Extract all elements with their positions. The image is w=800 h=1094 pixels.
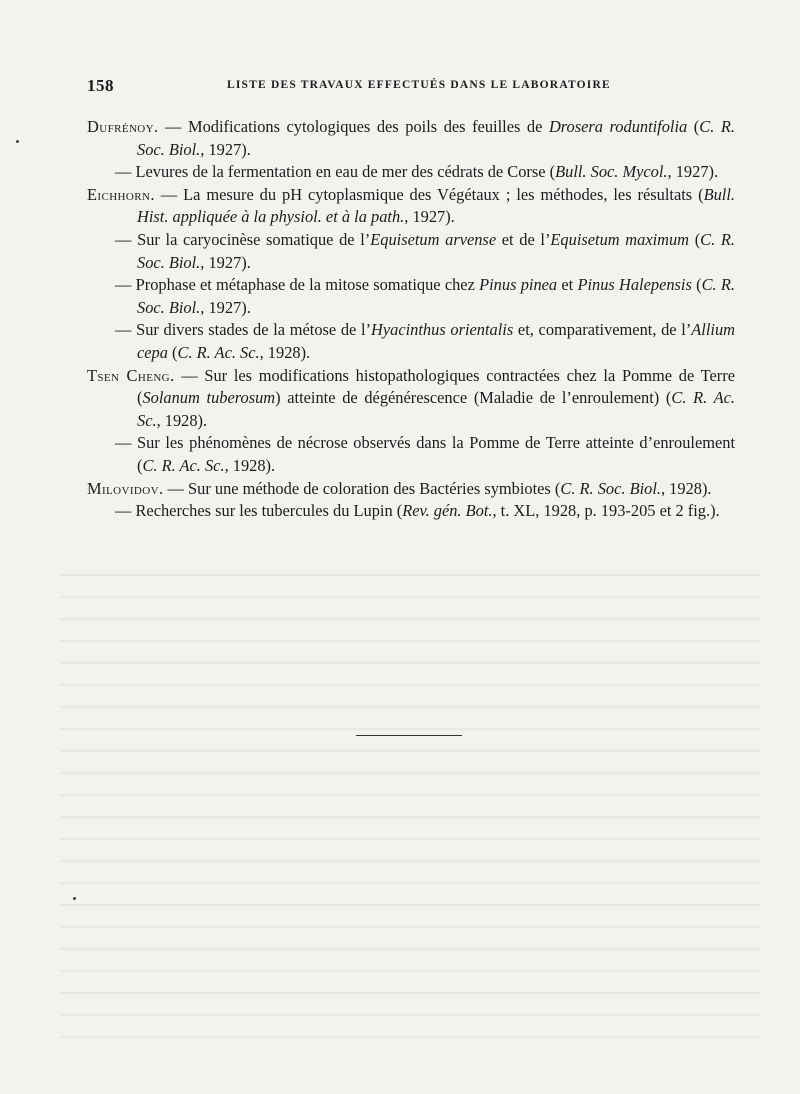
entry-text: ) atteinte de dégénérescence (Maladie de l’enroulement) ( — [275, 388, 672, 408]
entry-text: et — [557, 275, 578, 295]
journal-name: C. R. Soc. Biol. — [560, 478, 661, 498]
species-name: Hyacinthus orientalis — [371, 320, 514, 340]
entry-text: , 1927). — [200, 252, 251, 272]
print-speck — [16, 140, 19, 143]
entry-text: Sur la caryocinèse somatique de l’ — [137, 229, 371, 249]
species-name: Equisetum maximum — [550, 229, 690, 249]
entry-text: Levures de la fermentation en eau de mer des cédrats de Corse ( — [135, 162, 556, 182]
entry-tsen-cheng-1 — [87, 365, 735, 433]
journal-name: C. R. Soc. Biol. — [137, 275, 735, 317]
entry-text: Modifications cytologiques des poils des feuilles de — [188, 117, 549, 136]
entry-text: , 1928). — [156, 410, 208, 430]
entry-text: ( — [687, 117, 700, 136]
entry-text: , t. XL, 1928, p. 193-205 et 2 fig.). — [492, 501, 720, 521]
species-name: Pinus pinea — [479, 275, 558, 295]
dash: — — [115, 229, 138, 249]
entry-dufrenoy-2 — [87, 161, 735, 184]
page-header — [87, 76, 737, 98]
entry-text: , 1927). — [667, 162, 719, 182]
species-name: Allium cepa — [137, 320, 736, 362]
entry-eichhorn-2 — [87, 229, 735, 274]
entry-eichhorn-3 — [87, 274, 735, 319]
entry-text: et, comparativement, de l’ — [513, 320, 692, 340]
running-head: LISTE DES TRAVAUX EFFECTUÉS DANS LE LABORATOIRE — [227, 79, 611, 91]
entry-tsen-cheng-2 — [87, 432, 735, 477]
entry-text: Prophase et métaphase de la mitose somatique chez — [135, 275, 480, 295]
author-name: Dufrénoy. — [87, 117, 159, 136]
entry-text: et de l’ — [496, 229, 551, 249]
author-name: Tsen Cheng. — [87, 365, 175, 385]
dash: — — [115, 162, 136, 182]
entry-text: Sur les phénomènes de nécrose observés dans la Pomme de Terre atteinte d’enroulement ( — [136, 433, 735, 475]
page-number: 158 — [87, 76, 114, 95]
separator: — — [163, 478, 189, 498]
entry-text: ( — [691, 275, 702, 295]
bibliography-list — [87, 116, 735, 523]
dash: — — [115, 433, 137, 453]
journal-name: Bull. Soc. Mycol. — [555, 162, 668, 182]
entry-text: ( — [689, 229, 701, 249]
dash: — — [115, 275, 136, 295]
print-speck — [73, 897, 76, 900]
entry-milovidov-1 — [87, 478, 735, 501]
entry-text: Sur divers stades de la métose de l’ — [136, 320, 372, 340]
separator: — — [174, 365, 205, 385]
section-end-rule — [356, 735, 462, 736]
journal-name: Rev. gén. Bot. — [402, 501, 493, 521]
entry-text: , 1927). — [200, 139, 251, 159]
journal-name: C. R. Ac. Sc. — [142, 455, 225, 475]
entry-eichhorn-1 — [87, 184, 735, 229]
entry-text: , 1928). — [660, 478, 712, 498]
separator: — — [158, 117, 188, 136]
journal-name: C. R. Soc. Biol. — [137, 229, 735, 272]
author-name: Milovidov. — [87, 478, 164, 498]
species-name: Drosera roduntifolia — [548, 117, 688, 136]
entry-eichhorn-4 — [87, 319, 735, 364]
journal-name: C. R. Soc. Biol. — [137, 117, 735, 159]
entry-milovidov-2 — [87, 500, 735, 523]
entry-text: , 1928). — [224, 455, 276, 475]
species-name: Equisetum arvense — [370, 229, 497, 249]
author-name: Eichhorn. — [87, 184, 155, 204]
journal-name: C. R. Ac. Sc. — [177, 342, 260, 362]
entry-text: La mesure du pH cytoplasmique des Végétaux ; les méthodes, les résultats ( — [183, 184, 704, 204]
entry-text: Sur une méthode de coloration des Bactéries symbiotes ( — [188, 478, 561, 498]
entry-text: , 1927). — [200, 297, 251, 317]
entry-text: , 1927). — [404, 207, 455, 227]
show-through-texture — [60, 560, 760, 1040]
dash: — — [115, 320, 137, 340]
species-name: Solanum tuberosum — [142, 388, 276, 408]
entry-text: ( — [167, 342, 178, 362]
entry-text: Recherches sur les tubercules du Lupin ( — [135, 501, 403, 521]
entry-text: , 1928). — [259, 342, 311, 362]
dash: — — [115, 501, 136, 521]
entry-text: Sur les modifications histopathologiques contractées chez la Pomme de Terre ( — [137, 365, 735, 408]
separator: — — [154, 184, 184, 204]
journal-name: Bull. Hist. appliquée à la physiol. et à la path. — [137, 184, 735, 227]
entry-dufrenoy-1 — [87, 116, 735, 161]
journal-name: C. R. Ac. Sc. — [137, 388, 735, 430]
species-name: Pinus Halepensis — [577, 275, 692, 295]
